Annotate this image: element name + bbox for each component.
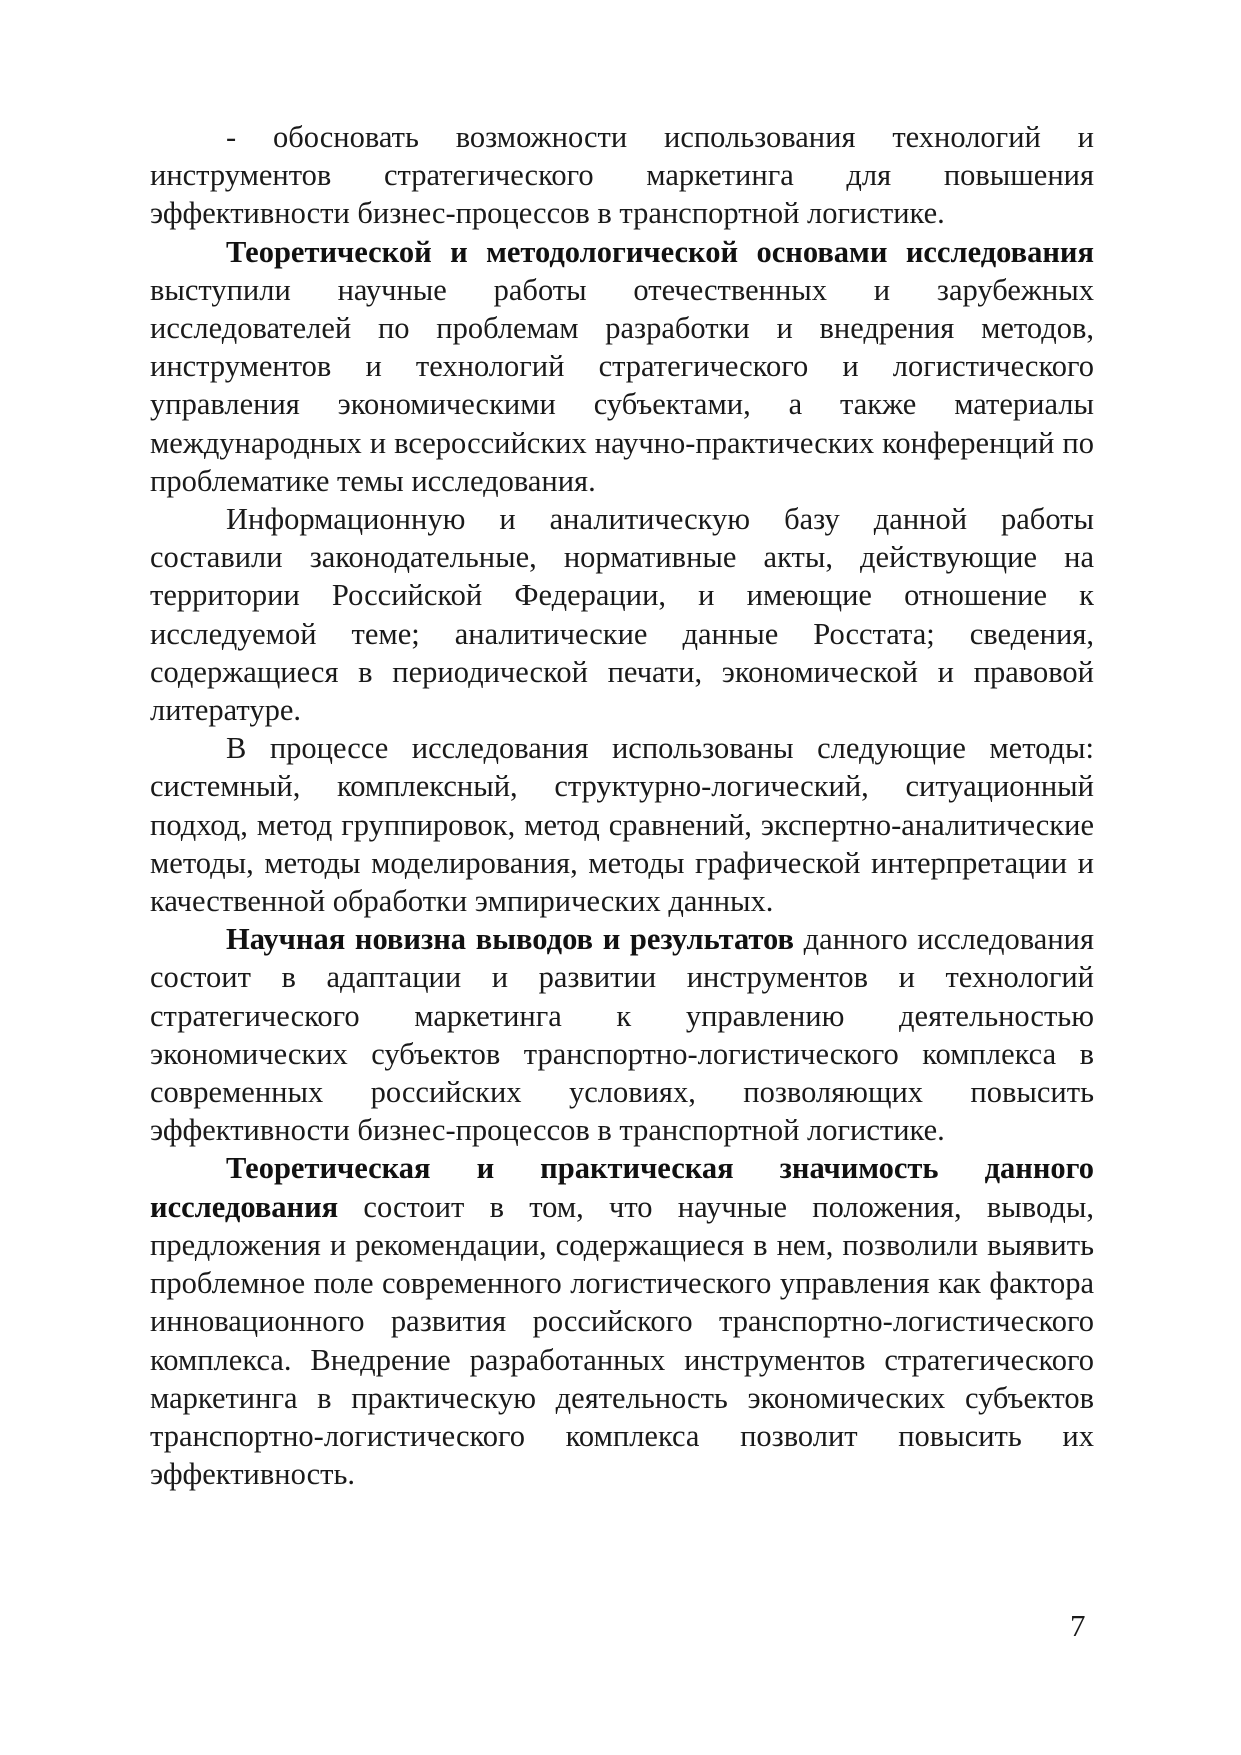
paragraph-text: выступили научные работы отечественных и зарубежных исследователей по проблемам разработки и внедрения методов, инструментов и технологий стратегического и логистического управления экономическими субъектами, а также материалы международных и всероссийских научно-практических конференций по проблематике темы исследования.: [150, 272, 1094, 498]
paragraph-text: данного исследования состоит в адаптации и развитии инструментов и технологий стратегического маркетинга к управлению деятельностью экономических субъектов транспортно-логистического комплекса в современных российских условиях, позволяющих повысить эффективности бизнес-процессов в транспортной логистике.: [150, 922, 1094, 1148]
paragraph-text: состоит в том, что научные положения, выводы, предложения и рекомендации, содержащиеся в нем, позволили выявить проблемное поле современного логистического управления как фактора инновационного развития российского транспортно-логистического комплекса. Внедрение разработанных инструментов стратегического маркетинга в практическую деятельность экономических субъектов транспортно-логистического комплекса позволит повысить их эффективность.: [150, 1189, 1094, 1492]
document-body: [150, 118, 1094, 1493]
paragraph-methods: [150, 729, 1094, 920]
paragraph-text: Информационную и аналитическую базу данной работы составили законодательные, нормативные акты, действующие на территории Российской Федерации, и имеющие отношение к исследуемой теме; аналитические данные Росстата; сведения, содержащиеся в периодической печати, экономической и правовой литературе.: [150, 502, 1094, 728]
paragraph-bold-lead: Теоретической и методологической основами исследования: [226, 234, 1094, 269]
paragraph-objective: [150, 118, 1094, 233]
paragraph-significance: [150, 1149, 1094, 1493]
paragraph-theoretical-basis: [150, 233, 1094, 500]
paragraph-scientific-novelty: [150, 920, 1094, 1149]
paragraph-information-base: [150, 500, 1094, 729]
paragraph-text: - обосновать возможности использования технологий и инструментов стратегического маркетинга для повышения эффективности бизнес-процессов в транспортной логистике.: [150, 120, 1094, 231]
paragraph-text: В процессе исследования использованы следующие методы: системный, комплексный, структурно-логический, ситуационный подход, метод группировок, метод сравнений, экспертно-аналитические методы, методы моделирования, методы графической интерпретации и качественной обработки эмпирических данных.: [150, 731, 1094, 919]
page-number: 7: [1070, 1608, 1086, 1643]
paragraph-bold-lead: Теоретическая и практическая значимость данного исследования: [150, 1151, 1094, 1224]
paragraph-bold-lead: Научная новизна выводов и результатов: [226, 922, 794, 957]
